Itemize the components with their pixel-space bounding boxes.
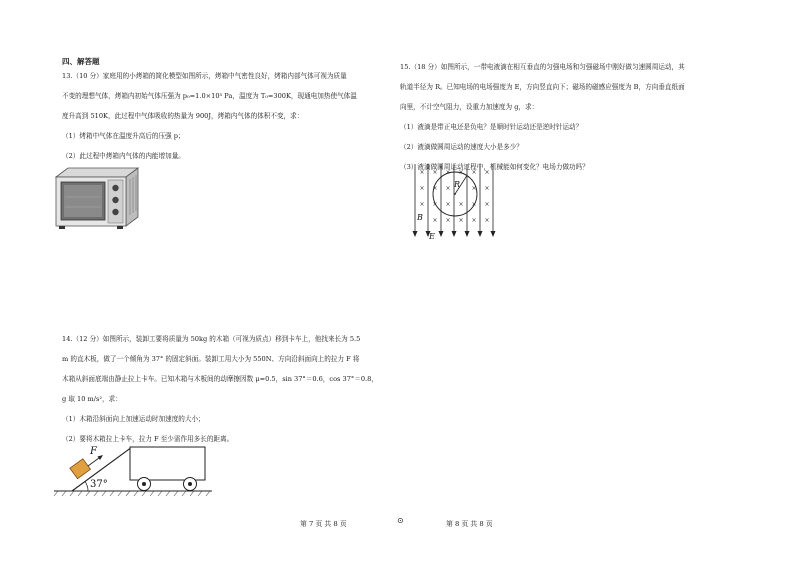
center-mark: ⊙ bbox=[397, 516, 404, 525]
q13-text-line-1: 13.（10 分）家庭用的小烤箱的简化模型如图所示，烤箱中气密性良好，烤箱内部气体可视为质量 bbox=[62, 72, 347, 80]
q13-subquestion-1: （1）烤箱中气体在温度升高后的压强 p； bbox=[62, 132, 185, 140]
field-cross: × bbox=[458, 201, 464, 208]
q15-text-line-2: 轨道半径为 R。已知电场的电场强度为 E，方向竖直向下；磁场的磁感应强度为 B，方向垂直纸面 bbox=[400, 83, 685, 91]
field-cross: × bbox=[458, 169, 464, 176]
field-cross: × bbox=[445, 185, 451, 192]
q14-text-line-3: 木箱从斜面底端由静止拉上卡车。已知木箱与木板间的动摩擦因数 μ=0.5，sin 37°＝0.6，cos 37°＝0.8， bbox=[62, 375, 378, 383]
q15-text-line-3: 向里，不计空气阻力，设重力加速度为 g，求： bbox=[400, 103, 539, 111]
field-cross: × bbox=[419, 185, 425, 192]
field-cross: × bbox=[484, 201, 490, 208]
field-cross: × bbox=[445, 201, 451, 208]
truck-incline-figure bbox=[52, 440, 217, 500]
field-cross: × bbox=[432, 201, 438, 208]
q15-text-line-1: 15.（18 分）如图所示，一带电液滴在相互垂直的匀强电场和匀强磁场中刚好做匀速圆周运动，其 bbox=[400, 63, 685, 71]
field-cross: × bbox=[445, 217, 451, 224]
field-cross: × bbox=[458, 217, 464, 224]
question-13 bbox=[62, 66, 392, 166]
field-cross: × bbox=[445, 169, 451, 176]
q14-subquestion-1: （1）木箱沿斜面向上加速运动时加速度的大小； bbox=[62, 415, 205, 423]
section-title: 四、解答题 bbox=[62, 57, 100, 66]
angle-label: 37° bbox=[90, 479, 108, 490]
radius-label: R bbox=[454, 180, 461, 189]
oven-figure bbox=[50, 165, 142, 233]
magnetic-field-label: B bbox=[417, 213, 423, 222]
q15-subquestion-1: （1）液滴是带正电还是负电？是顺时针运动还是逆时针运动？ bbox=[400, 123, 583, 131]
field-cross: × bbox=[484, 217, 490, 224]
q13-text-line-3: 度升高到 510K，此过程中气体吸收的热量为 900J，烤箱内气体的体积不变，求： bbox=[62, 112, 304, 120]
field-cross: × bbox=[432, 217, 438, 224]
q15-subquestion-3: （3）液滴做圆周运动过程中，机械能如何变化？电场力做功吗？ bbox=[400, 163, 589, 171]
force-label: F bbox=[90, 446, 97, 457]
question-15 bbox=[400, 57, 745, 177]
field-cross: × bbox=[432, 185, 438, 192]
q14-text-line-2: m 的直木板，做了一个倾角为 37° 的固定斜面。装卸工用大小为 550N、方向沿斜面向上的拉力 F 将 bbox=[62, 355, 360, 363]
q14-subquestion-2: （2）要将木箱拉上卡车，拉力 F 至少需作用多长的距离。 bbox=[62, 435, 234, 443]
field-cross: × bbox=[471, 185, 477, 192]
q14-text-line-4: g 取 10 m/s²，求： bbox=[62, 395, 122, 403]
q13-subquestion-2: （2）此过程中烤箱内气体的内能增加量。 bbox=[62, 152, 185, 160]
field-cross: × bbox=[471, 201, 477, 208]
field-cross: × bbox=[419, 169, 425, 176]
field-cross: × bbox=[432, 169, 438, 176]
page-number-left: 第 7 页 共 8 页 bbox=[300, 520, 347, 528]
field-cross: × bbox=[471, 169, 477, 176]
field-cross: × bbox=[484, 185, 490, 192]
question-14 bbox=[62, 329, 392, 449]
field-cross: × bbox=[419, 201, 425, 208]
field-cross: × bbox=[471, 217, 477, 224]
electric-field-label: E bbox=[429, 232, 435, 241]
field-figure bbox=[405, 160, 505, 242]
q14-text-line-1: 14.（12 分）如图所示，装卸工要将质量为 50kg 的木箱（可视为质点）移到卡车上，他找来长为 5.5 bbox=[62, 335, 361, 343]
page-number-right: 第 8 页 共 8 页 bbox=[446, 520, 493, 528]
field-cross: × bbox=[484, 169, 490, 176]
q15-subquestion-2: （2）液滴做圆周运动的速度大小是多少？ bbox=[400, 143, 523, 151]
q13-text-line-2: 不变的理想气体，烤箱内初始气体压强为 p₀=1.0×10⁵ Pa，温度为 T₀=300K，现通电加热使气体温 bbox=[62, 92, 357, 100]
